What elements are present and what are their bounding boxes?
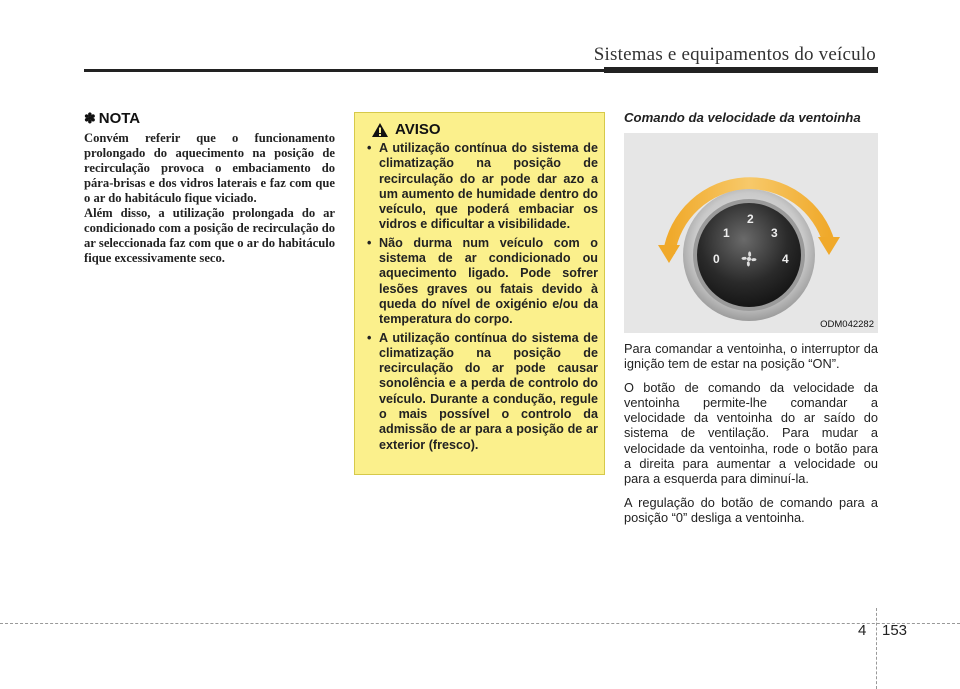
bullet: •	[367, 235, 372, 250]
fan-section	[624, 110, 878, 525]
footer-rule	[0, 623, 960, 624]
aviso-list	[365, 141, 598, 453]
knob-label-4: 4	[782, 252, 789, 266]
nota-heading	[84, 110, 335, 127]
nota-paragraph-2: Além disso, a utilização prolongada do ar condicionado com a posição de recirculação do ar seleccionada faz com que o ar do habitáculo fique excessivamente seco.	[84, 206, 335, 265]
fan-section-title: Comando da velocidade da ventoinha	[624, 110, 861, 125]
chapter-number: 4	[858, 622, 867, 639]
fan-knob-figure	[624, 133, 878, 333]
fan-paragraph-1: Para comandar a ventoinha, o interruptor da ignição tem de estar na posição “ON”.	[624, 341, 878, 372]
header-rule-accent	[604, 67, 878, 73]
aviso-item-text: A utilização contínua do sistema de climatização na posição de recirculação do ar pode causar sonolência e a perda de controlo do veículo. Durante a condução, regule o mais possível o controlo da admissão de ar para a posição de ar exterior (fresco).	[379, 330, 598, 452]
nota-title: NOTA	[98, 110, 141, 127]
warning-triangle-icon	[371, 122, 389, 138]
footer-divider	[876, 608, 877, 689]
aviso-item	[365, 141, 598, 233]
star-icon: ✽	[84, 110, 96, 126]
nota-paragraph-1: Convém referir que o funcionamento prolongado do aquecimento na posição de recirculação provoca o embaciamento do pára-brisas e dos vidros laterais e faz com que o ar do habitáculo fique viciado.	[84, 131, 335, 205]
aviso-item-text: Não durma num veículo com o sistema de ar condicionado ou aquecimento ligado. Pode sofrer lesões graves ou fatais devido à queda do nível de oxigénio e/ou da temperatura do corpo.	[379, 235, 598, 327]
aviso-item-text: A utilização contínua do sistema de climatização na posição de recirculação do ar pode dar azo a um aumento de humidade dentro do veículo, que poderá embaciar os vidros e dificultar a visibilidade.	[379, 141, 598, 232]
page-number: 153	[882, 622, 908, 639]
aviso-box	[354, 112, 605, 475]
page-header-title: Sistemas e equipamentos do veículo	[593, 44, 876, 65]
knob-label-2: 2	[747, 212, 754, 226]
fan-paragraph-3: A regulação do botão de comando para a posição “0” desliga a ventoinha.	[624, 494, 878, 525]
aviso-item	[365, 331, 598, 453]
knob-label-3: 3	[771, 226, 778, 240]
bullet: •	[367, 330, 372, 345]
knob-label-1: 1	[723, 226, 730, 240]
bullet: •	[367, 141, 372, 155]
aviso-item	[365, 236, 598, 328]
fan-paragraph-2: O botão de comando da velocidade da ventoinha permite-lhe comandar a velocidade da ventoinha do ar saído do sistema de ventilação. Para mudar a velocidade da ventoinha, rode o botão para a direita para aumentar a velocidade ou para a esquerda para diminuí-la.	[624, 379, 878, 487]
nota-section	[84, 110, 335, 266]
aviso-title: AVISO	[395, 121, 441, 138]
aviso-heading	[371, 121, 598, 138]
fan-knob-illustration	[624, 133, 878, 333]
knob-label-0: 0	[713, 252, 720, 266]
figure-caption: ODM042282	[820, 319, 874, 330]
